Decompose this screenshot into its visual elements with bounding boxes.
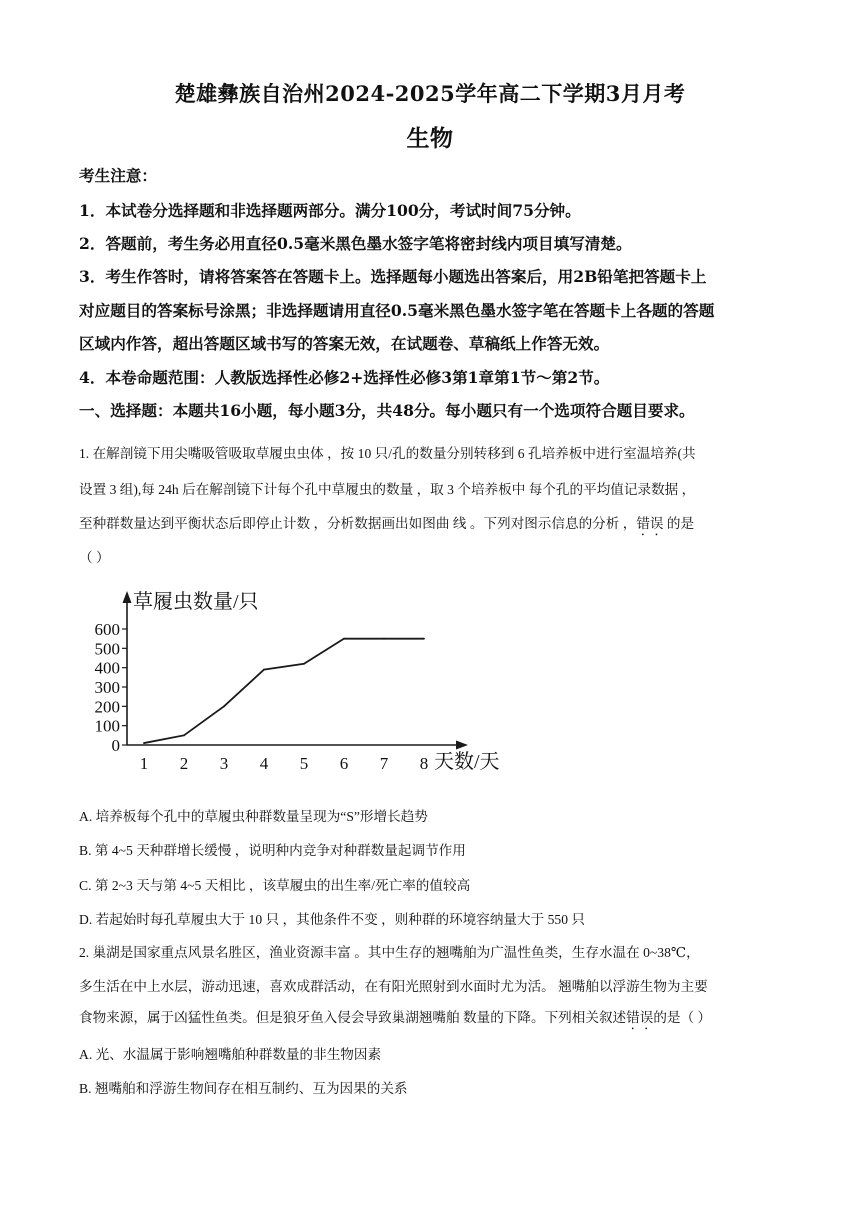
question-2-stem-line3	[79, 1006, 789, 1033]
population-growth-chart	[88, 585, 518, 780]
question-2-option-b: B. 翘嘴舶和浮游生物间存在相互制约、互为因果的关系	[79, 1081, 408, 1096]
x-axis-label: 天数/天	[434, 751, 500, 773]
notice-item-4: 4．本卷命题范围：人教版选择性必修2+选择性必修3第1章第1节～第2节。	[79, 368, 610, 387]
y-tick-label: 600	[94, 620, 120, 639]
x-tick-label: 1	[139, 754, 149, 773]
stem-text: 至种群数量达到平衡状态后即停止计数 ，分析数据画出如图曲 线 。下列对图示信息的分析 ，	[79, 516, 637, 531]
y-tick-label: 100	[94, 716, 120, 736]
subject-title: 生物	[406, 125, 454, 152]
x-tick-label: 6	[339, 754, 349, 773]
notice-item-2: 2．答题前，考生务必用直径0.5毫米黑色墨水签字笔将密封线内项目填写清楚。	[79, 234, 632, 253]
question-1-stem-line3	[79, 512, 789, 539]
question-1-stem-line2: 设置 3 组),每 24h 后在解剖镜下计每个孔中草履虫的数量 ，取 3 个培养板中 每个孔的平均值记录数据 ，	[79, 482, 696, 497]
question-1-option-a: A. 培养板每个孔中的草履虫种群数量呈现为“S”形增长趋势	[79, 809, 428, 824]
data-point	[143, 742, 145, 744]
notice-item-3-cont: 对应题目的答案标号涂黑；非选择题请用直径0.5毫米黑色墨水签字笔在答题卡上各题的答题	[79, 301, 715, 320]
x-tick-label: 5	[299, 754, 309, 773]
data-point	[183, 734, 185, 736]
x-tick-label: 7	[379, 754, 389, 773]
y-tick-label: 400	[94, 658, 120, 678]
x-tick-label: 4	[259, 754, 269, 773]
y-tick-label: 0	[111, 736, 120, 755]
data-point	[343, 638, 345, 640]
data-point	[383, 638, 385, 640]
exam-title: 楚雄彝族自治州2024-2025学年高二下学期3月月考	[174, 81, 686, 106]
data-point	[423, 638, 425, 640]
y-axis-arrow	[123, 591, 132, 603]
x-ticks	[140, 754, 429, 773]
data-point	[263, 669, 265, 671]
data-point	[223, 705, 225, 707]
question-1-option-b: B. 第 4~5 天种群增长缓慢 ，说明种内竞争对种群数量起调节作用	[79, 843, 466, 858]
stem-text-end: 的是（ ）	[653, 1010, 712, 1025]
question-1-option-c: C. 第 2~3 天与第 4~5 天相比 ，该草履虫的出生率/死亡率的值较高	[79, 878, 471, 893]
y-tick-label: 500	[94, 639, 120, 659]
notice-item-3-cont2: 区域内作答，超出答题区域书写的答案无效，在试题卷、草稿纸上作答无效。	[79, 334, 610, 353]
data-point	[303, 663, 305, 665]
stem-text: 食物来源，属于凶猛性鱼类。但是狼牙鱼入侵会导致巢湖翘嘴舶 数量的下降。下列相关叙述	[79, 1010, 627, 1025]
question-1-option-d: D. 若起始时每孔草履虫大于 10 只 ，其他条件不变 ，则种群的环境容纳量大于 550 只	[79, 912, 585, 927]
population-curve	[144, 639, 424, 743]
question-2-option-a: A. 光、水温属于影响翘嘴舶种群数量的非生物因素	[79, 1047, 382, 1062]
x-axis-arrow	[456, 741, 468, 750]
section-heading: 一、选择题：本题共16小题，每小题3分，共48分。每小题只有一个选项符合题目要求。	[79, 401, 695, 420]
x-tick-label: 2	[179, 754, 189, 773]
question-1-answer-paren: （ ）	[79, 550, 110, 565]
data-points	[143, 638, 425, 744]
emphasis-text: 错误	[636, 516, 664, 531]
emphasis-text: 错误	[626, 1010, 654, 1025]
y-axis-label: 草履虫数量/只	[133, 591, 259, 613]
notice-heading: 考生注意：	[79, 166, 157, 185]
notice-item-1: 1．本试卷分选择题和非选择题两部分。满分100分，考试时间75分钟。	[79, 201, 581, 220]
y-tick-label: 200	[94, 697, 120, 717]
question-2-stem-line1: 2. 巢湖是国家重点风景名胜区，渔业资源丰富 。其中生存的翘嘴舶为广温性鱼类，生存水温在 0~38℃，	[79, 945, 700, 960]
question-1-stem-line1: 1. 在解剖镜下用尖嘴吸管吸取草履虫虫体 ，按 10 只/孔的数量分别转移到 6 孔培养板中进行室温培养(共	[79, 446, 696, 461]
question-2-stem-line2: 多生活在中上水层，游动迅速，喜欢成群活动，在有阳光照射到水面时尤为活。 翘嘴舶以浮游生物为主要	[79, 979, 708, 994]
y-tick-label: 300	[94, 678, 120, 697]
y-ticks	[95, 620, 128, 755]
x-tick-label: 8	[419, 754, 429, 773]
stem-text-end: 的是	[663, 516, 695, 531]
x-tick-label: 3	[219, 754, 229, 773]
notice-item-3: 3．考生作答时，请将答案答在答题卡上。选择题每小题选出答案后，用2B铅笔把答题卡上	[79, 267, 707, 286]
